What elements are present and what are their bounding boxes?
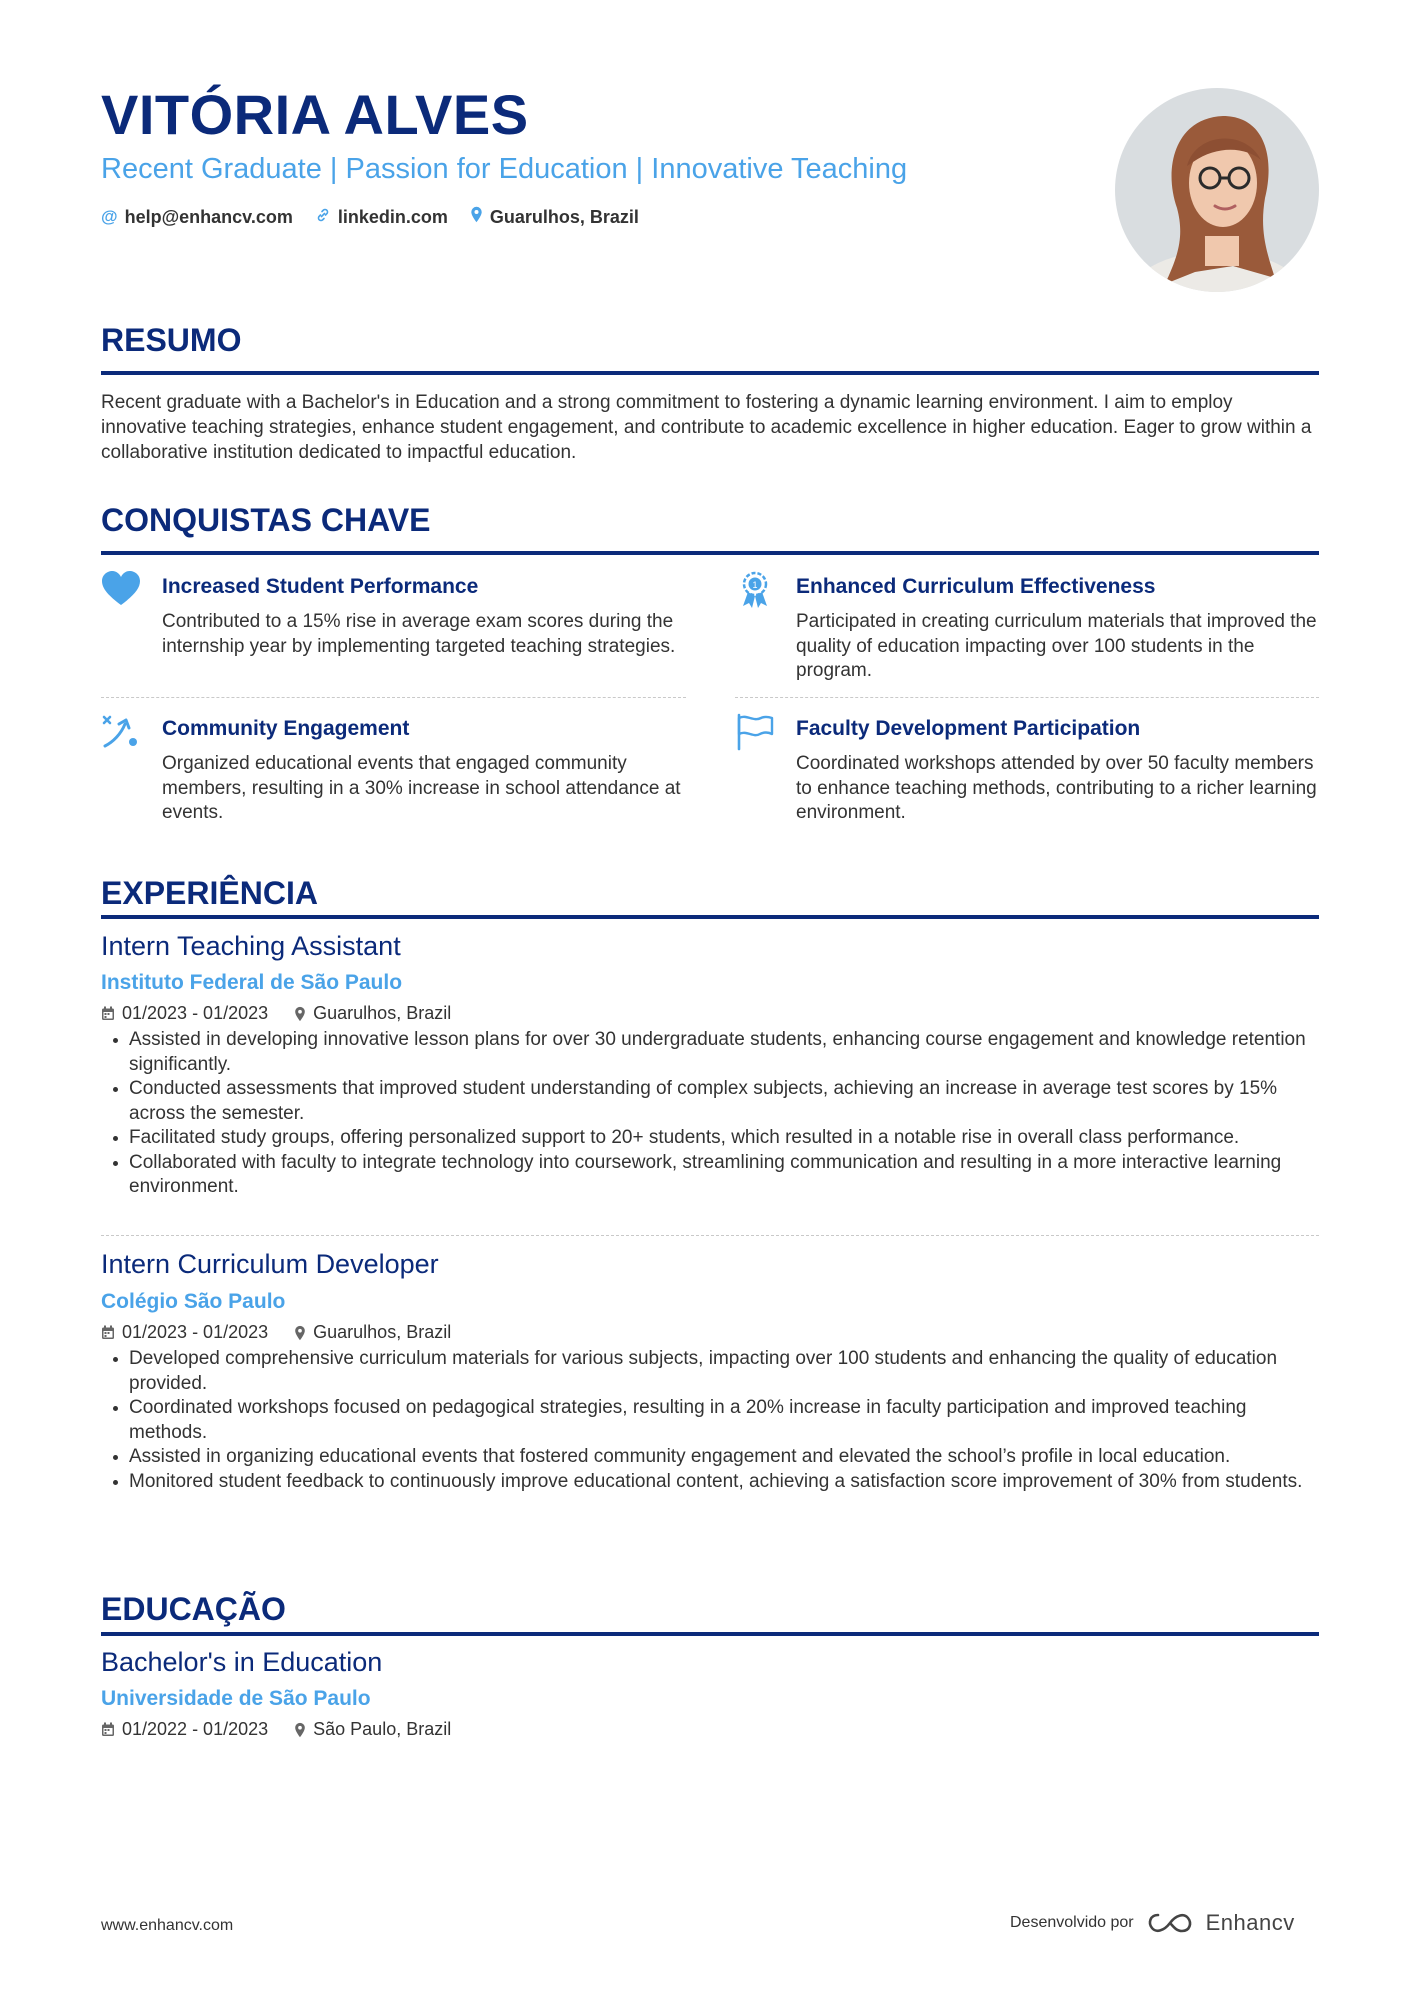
job-title: Intern Teaching Assistant [101,931,401,961]
location-pin-icon [294,1722,306,1738]
location-pin-icon [294,1325,306,1341]
candidate-name: VITÓRIA ALVES [101,83,529,146]
job-meta [101,1322,477,1343]
item-divider [101,697,686,698]
footer-brand-name: Enhancv [1205,1910,1295,1935]
contact-linkedin-text: linkedin.com [337,206,448,227]
section-divider [101,1632,1319,1636]
section-divider [101,915,1319,919]
calendar-icon [101,1006,115,1021]
achievement-description: Coordinated workshops attended by over 50 faculty members to enhance teaching methods, contributing to a richer learning environment. [796,753,1317,823]
contact-location [470,206,639,228]
section-title-education: EDUCAÇÃO [101,1591,286,1627]
job-dates: 01/2023 - 01/2023 [122,1322,269,1342]
job-location: Guarulhos, Brazil [313,1322,452,1342]
company-name: Colégio São Paulo [101,1290,286,1313]
company-name: Instituto Federal de São Paulo [101,971,403,994]
location-pin-icon [294,1006,306,1022]
contact-list [101,206,639,228]
award-ribbon-icon [735,570,775,610]
achievement-title: Faculty Development Participation [796,717,1141,740]
education-dates: 01/2022 - 01/2023 [122,1719,269,1739]
list-item: Coordinated workshops focused on pedagogical strategies, resulting in a 20% increase in faculty participation and improved teaching methods. [101,1396,1319,1445]
footer-website-link[interactable]: www.enhancv.com [101,1917,234,1934]
calendar-icon [101,1325,115,1340]
job-title: Intern Curriculum Developer [101,1249,439,1279]
list-item: Conducted assessments that improved student understanding of complex subjects, achieving an increase in average test scores by 15% across the semester. [101,1077,1319,1126]
contact-linkedin[interactable] [315,206,448,228]
achievement-description: Participated in creating curriculum materials that improved the quality of education impacting over 100 students in the program. [796,611,1317,681]
school-name: Universidade de São Paulo [101,1687,371,1710]
list-item: Assisted in developing innovative lesson plans for over 30 undergraduate students, enhancing course engagement and knowledge retention significantly. [101,1028,1319,1077]
education-meta [101,1719,477,1740]
achievement-title: Increased Student Performance [162,575,479,598]
svg-text:1: 1 [752,580,758,590]
contact-email[interactable] [101,206,293,228]
location-pin-icon [470,206,483,228]
list-item: Developed comprehensive curriculum materials for various subjects, impacting over 100 students and enhancing the quality of education provided. [101,1347,1319,1396]
list-item: Monitored student feedback to continuously improve educational content, achieving a satisfaction score improvement of 30% from students. [101,1470,1319,1495]
job-dates: 01/2023 - 01/2023 [122,1003,269,1023]
section-title-experience: EXPERIÊNCIA [101,875,318,911]
list-item: Assisted in organizing educational events that fostered community engagement and elevated the school’s profile in local education. [101,1445,1319,1470]
strategy-arrow-icon [101,712,141,752]
footer-powered-by: Desenvolvido por [1010,1914,1134,1931]
calendar-icon [101,1722,115,1737]
job-location: Guarulhos, Brazil [313,1003,452,1023]
job-bullets [101,1028,1319,1200]
section-divider [101,371,1319,375]
profile-photo [1115,88,1319,292]
enhancv-logo-icon [1146,1911,1194,1935]
degree-title: Bachelor's in Education [101,1647,383,1677]
at-icon: @ [101,207,118,226]
contact-email-text: help@enhancv.com [124,206,293,227]
achievement-description: Contributed to a 15% rise in average exam scores during the internship year by implementing targeted teaching strategies. [162,611,676,657]
job-meta [101,1003,477,1024]
summary-text: Recent graduate with a Bachelor's in Education and a strong commitment to fostering a dynamic learning environment. I aim to employ innovative teaching strategies, enhance student engagement, and contribute to academic excellence in higher education. Eager to grow within a collaborative institution dedicated to impactful education. [101,392,1312,463]
footer-brand[interactable] [1010,1910,1295,1936]
section-title-achievements: CONQUISTAS CHAVE [101,502,431,538]
link-icon [315,207,331,228]
contact-location-text: Guarulhos, Brazil [489,206,639,227]
candidate-headline: Recent Graduate | Passion for Education | Innovative Teaching [101,153,908,185]
heart-icon [101,570,141,610]
list-item: Collaborated with faculty to integrate technology into coursework, streamlining communication and resulting in a more interactive learning environment. [101,1151,1319,1200]
section-title-summary: RESUMO [101,322,242,358]
achievement-description: Organized educational events that engaged community members, resulting in a 30% increase in school attendance at events. [162,753,681,823]
item-divider [101,1235,1319,1236]
flag-icon [735,712,775,752]
section-divider [101,551,1319,555]
achievement-title: Enhanced Curriculum Effectiveness [796,575,1156,598]
education-location: São Paulo, Brazil [313,1719,452,1739]
achievement-title: Community Engagement [162,717,410,740]
list-item: Facilitated study groups, offering personalized support to 20+ students, which resulted in a notable rise in overall class performance. [101,1126,1319,1151]
job-bullets [101,1347,1319,1494]
item-divider [735,697,1319,698]
